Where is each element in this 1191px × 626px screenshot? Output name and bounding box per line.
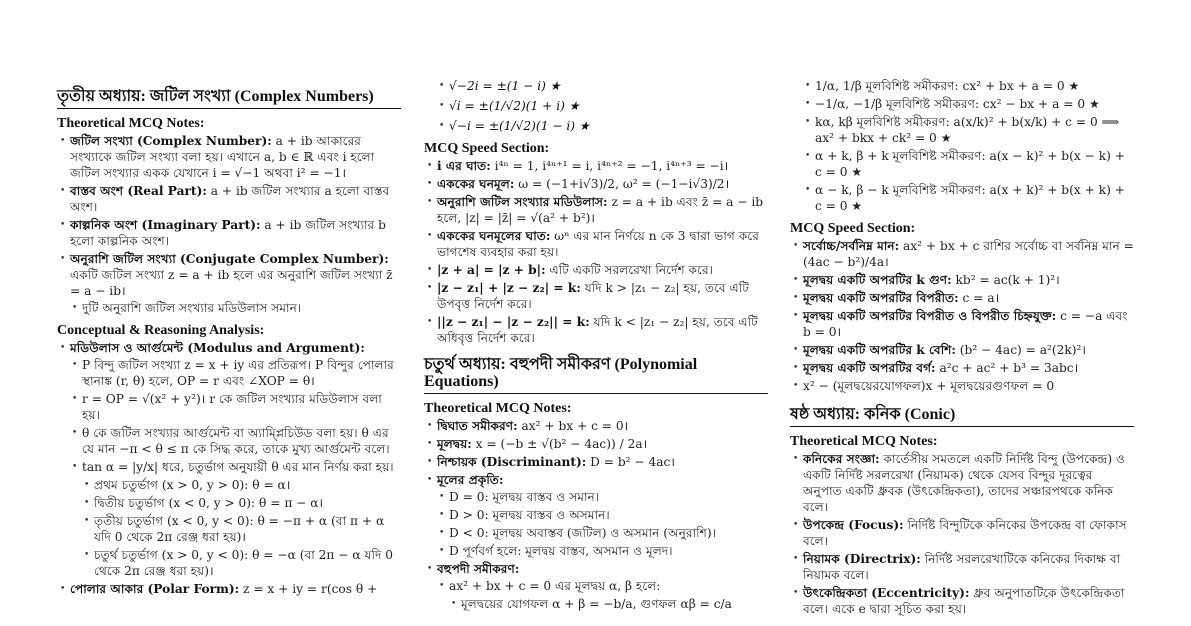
term-text: ω = (−1+i√3)/2, ω² = (−1−i√3)/2। — [518, 177, 730, 191]
term-text: z = x + iy = r(cos θ + — [243, 582, 378, 596]
term-label: অনুরাশি জটিল সংখ্যা (Conjugate Complex Number): — [70, 252, 389, 266]
term-text: যদি k > |z₁ − z₂| হয়, তবে এটি উপবৃত্ত নির্দেশ করে। — [437, 281, 749, 311]
term-text: ax² + bx + c রাশির সর্বোচ্চ বা সর্বনিম্ন মান = (4ac − b²)/4a। — [803, 239, 1134, 269]
list-item — [790, 290, 1134, 306]
term-label: মূলদ্বয় একটি অপরটির বর্গ: — [803, 361, 936, 375]
sub-list — [57, 357, 401, 475]
quadrant-text: চতুর্থ চতুর্ভাগ (x > 0, y < 0): θ = −α (বা 2π − α যদি 0 থেকে 2π রেঞ্জ ধরা হয়)। — [94, 548, 394, 578]
quadrant-item — [81, 547, 401, 579]
quadrant-list — [57, 477, 401, 579]
list-item — [424, 454, 768, 470]
root-formula-list — [424, 78, 768, 134]
term-label: i এর ঘাত: — [437, 159, 491, 173]
list-item — [790, 360, 1134, 376]
term-text: a + ib জটিল সংখ্যার a হলো বাস্তব অংশ। — [70, 184, 390, 214]
sub-item-text: r = OP = √(x² + y²)। r কে জটিল সংখ্যার মডিউলাস বলা হয়। — [82, 392, 382, 422]
term-label: মূলদ্বয় একটি অপরটির বিপরীত: — [803, 291, 959, 305]
formula-item — [436, 78, 768, 94]
sub-item-text: দুটি অনুরাশি জটিল সংখ্যার মডিউলাস সমান। — [82, 301, 302, 315]
term-text: a²c + ac² + b³ = 3abc। — [939, 361, 1079, 375]
sub-list-item — [436, 507, 768, 523]
term-text: z = a + ib এবং z̄ = a − ib হলে, |z| = |z̄| = √(a² + b²)। — [437, 195, 764, 225]
list-item — [424, 314, 768, 346]
formula-text: α + k, β + k মূলবিশিষ্ট সমীকরণ: a(x − k)² + b(x − k) + c = 0 ★ — [815, 149, 1125, 179]
list-item — [790, 308, 1134, 340]
formula-item — [802, 96, 1134, 112]
term-label: এককের ঘনমূলের ঘাত: — [437, 229, 551, 243]
sub-list-item — [69, 357, 401, 389]
chapter-title-polynomial: চতুর্থ অধ্যায়: বহুপদী সমীকরণ (Polynomial Equations) — [424, 356, 768, 394]
term-label: নিয়ামক (Directrix): — [803, 552, 921, 566]
sub-item-text: P বিন্দু জটিল সংখ্যা z = x + iy এর প্রতিরূপ। P বিন্দুর পোলার স্থানাঙ্ক (r, θ) হলে, OP = r এবং ∠XOP = θ। — [82, 358, 394, 388]
formula-text: √i = ±(1/√2)(1 + i) ★ — [449, 99, 580, 113]
list-item — [790, 585, 1134, 617]
term-label: উপকেন্দ্র (Focus): — [803, 518, 904, 532]
term-text: x = (−b ± √(b² − 4ac)) / 2a। — [475, 437, 648, 451]
sub-item-text: ax² + bx + c = 0 এর মূলদ্বয় α, β হলে: — [449, 579, 661, 593]
sub-item-text: D < 0: মূলদ্বয় অবাস্তব (জটিল) ও অসমান (অনুরাশি)। — [449, 526, 716, 540]
term-label: মূলদ্বয় একটি অপরটির k গুণ: — [803, 273, 952, 287]
formula-text: √−i = ±(1/√2)(1 − i) ★ — [449, 119, 590, 133]
section-heading-conceptual: Conceptual & Reasoning Analysis: — [57, 323, 265, 338]
sub-list-item — [69, 391, 401, 423]
list-item — [57, 133, 401, 181]
list-item — [790, 378, 1134, 394]
term-label: এককের ঘনমূল: — [437, 177, 515, 191]
theoretical-notes-list — [424, 418, 768, 612]
list-item — [790, 342, 1134, 358]
formula-item — [802, 148, 1134, 180]
sub-list-item — [69, 300, 401, 316]
list-item — [424, 436, 768, 452]
quadrant-text: তৃতীয় চতুর্ভাগ (x < 0, y < 0): θ = −π + α (বা π + α যদি 0 থেকে 2π রেঞ্জ ধরা হয়)। — [94, 514, 385, 544]
section-heading-theoretical: Theoretical MCQ Notes: — [424, 401, 572, 416]
term-text: একটি জটিল সংখ্যা z = a + ib হলে এর অনুরাশি জটিল সংখ্যা z̄ = a − ib। — [70, 268, 393, 298]
term-text: i⁴ⁿ = 1, i⁴ⁿ⁺¹ = i, i⁴ⁿ⁺² = −1, i⁴ⁿ⁺³ = −i। — [494, 159, 729, 173]
speed-list — [424, 158, 768, 346]
sub-list-item — [436, 525, 768, 541]
term-text: ax² + bx + c = 0। — [521, 419, 629, 433]
term-label: বাস্তব অংশ (Real Part): — [70, 184, 207, 198]
conceptual-list — [57, 340, 401, 597]
sub-list-item — [436, 578, 768, 594]
chapter-title-complex-numbers: তৃতীয় অধ্যায়: জটিল সংখ্যা (Complex Numbers) — [57, 88, 401, 109]
quadrant-item — [81, 513, 401, 545]
list-item — [424, 194, 768, 226]
term-label: মূলদ্বয় একটি অপরটির বিপরীত ও বিপরীত চিহ্নযুক্ত: — [803, 309, 1057, 323]
list-item — [57, 251, 401, 316]
sub-list-item — [69, 459, 401, 475]
term-text: c = −a এবং b = 0। — [803, 309, 1128, 339]
list-item — [57, 340, 401, 579]
term-label: |z − z₁| + |z − z₂| = k: — [437, 281, 581, 295]
term-text: ωⁿ এর মান নির্ণয়ে n কে 3 দ্বারা ভাগ করে ভাগশেষ ব্যবহার করা হয়। — [437, 229, 759, 259]
formula-item — [802, 182, 1134, 214]
sub-item-text: D = 0: মূলদ্বয় বাস্তব ও সমান। — [449, 490, 600, 504]
term-label: কাল্পনিক অংশ (Imaginary Part): — [70, 218, 261, 232]
term-label: জটিল সংখ্যা (Complex Number): — [70, 134, 272, 148]
column-1 — [57, 88, 401, 599]
sub-list-item — [436, 543, 768, 559]
list-item — [790, 451, 1134, 515]
term-label: মূলদ্বয়: — [437, 437, 472, 451]
sub-item-text: D > 0: মূলদ্বয় বাস্তব ও অসমান। — [449, 508, 610, 522]
theoretical-notes-list — [790, 451, 1134, 617]
sub-list-item — [69, 425, 401, 457]
formula-text: −1/α, −1/β মূলবিশিষ্ট সমীকরণ: cx² − bx + a = 0 ★ — [815, 97, 1100, 111]
term-text: কার্তেসীয় সমতলে একটি নির্দিষ্ট বিন্দু (উপকেন্দ্র) ও একটি নির্দিষ্ট সরলরেখা (নিয়ামক) থেকে যেসব বিন্দুর দূরত্বের অনুপাত একটি ধ্রুবক (উৎকেন্দ্রিকতা), তাদের সঞ্চারপথকে কনিক বলে। — [803, 452, 1125, 514]
term-label: দ্বিঘাত সমীকরণ: — [437, 419, 518, 433]
quadrant-text: দ্বিতীয় চতুর্ভাগ (x < 0, y > 0): θ = π − α। — [94, 496, 324, 510]
term-label: কনিকের সংজ্ঞা: — [803, 452, 880, 466]
term-text: x² − (মূলদ্বয়েরযোগফল)x + মূলদ্বয়েরগুণফল = 0 — [803, 379, 1055, 393]
list-item — [424, 418, 768, 434]
list-item — [790, 517, 1134, 549]
formula-item — [436, 98, 768, 114]
chapter-title-conic: ষষ্ঠ অধ্যায়: কনিক (Conic) — [790, 406, 1134, 427]
list-item — [790, 272, 1134, 288]
term-label: উৎকেন্দ্রিকতা (Eccentricity): — [803, 586, 970, 600]
formula-item — [436, 118, 768, 134]
term-label: পোলার আকার (Polar Form): — [70, 582, 240, 596]
term-label: মূলের প্রকৃতি: — [437, 473, 504, 487]
quadrant-item — [81, 495, 401, 511]
list-item — [57, 581, 401, 597]
theoretical-notes-list — [57, 133, 401, 316]
term-text: নির্দিষ্ট সরলরেখাটিকে কনিকের দিকাক্ষ বা নিয়ামক বলে। — [803, 552, 1121, 582]
term-text: (b² − 4ac) = a²(2k)²। — [959, 343, 1087, 357]
list-item — [424, 262, 768, 278]
section-heading-theoretical: Theoretical MCQ Notes: — [57, 116, 205, 131]
term-text: a + ib আকারের সংখ্যাকে জটিল সংখ্যা বলা হয়। এখানে a, b ∈ ℝ এবং i হলো জটিল সংখ্যার একক যেখানে i = √−1 অথবা i² = −1। — [70, 134, 375, 180]
sub-list — [424, 578, 768, 612]
sub-item-text: মূলদ্বয়ের যোগফল α + β = −b/a, গুণফল αβ = c/a — [461, 597, 732, 611]
term-label: |z + a| = |z + b|: — [437, 263, 546, 277]
formula-text: 1/α, 1/β মূলবিশিষ্ট সমীকরণ: cx² + bx + a = 0 ★ — [815, 79, 1080, 93]
term-label: মডিউলাস ও আর্গুমেন্ট (Modulus and Argument): — [70, 341, 365, 355]
term-label: মূলদ্বয় একটি অপরটির k বেশি: — [803, 343, 956, 357]
formula-text: √−2i = ±(1 − i) ★ — [449, 79, 561, 93]
term-text: ধ্রুব অনুপাতটিকে উৎকেন্দ্রিকতা বলে। একে e দ্বারা সূচিত করা হয়। — [803, 586, 1125, 616]
list-item — [424, 472, 768, 559]
formula-item — [802, 114, 1134, 146]
term-text: নির্দিষ্ট বিন্দুটিকে কনিকের উপকেন্দ্র বা ফোকাস বলে। — [803, 518, 1127, 548]
term-text: যদি k < |z₁ − z₂| হয়, তবে এটি অধিবৃত্ত নির্দেশ করে। — [437, 315, 758, 345]
list-item — [424, 158, 768, 174]
column-3 — [790, 78, 1134, 619]
list-item — [57, 217, 401, 249]
formula-item — [802, 78, 1134, 94]
formula-text: kα, kβ মূলবিশিষ্ট সমীকরণ: a(x/k)² + b(x/k) + c = 0 ⟹ ax² + bkx + ck² = 0 ★ — [815, 115, 1120, 145]
list-item — [790, 238, 1134, 270]
list-item — [790, 551, 1134, 583]
list-item — [424, 280, 768, 312]
term-text: এটি একটি সরলরেখা নির্দেশ করে। — [549, 263, 714, 277]
section-heading-speed: MCQ Speed Section: — [790, 221, 916, 236]
section-heading-speed: MCQ Speed Section: — [424, 141, 550, 156]
term-text: kb² = ac(k + 1)²। — [955, 273, 1060, 287]
sub-list-item — [436, 489, 768, 505]
list-item — [57, 183, 401, 215]
sub-item-text: θ কে জটিল সংখ্যার আর্গুমেন্ট বা অ্যাম্প্লিচিউড বলা হয়। θ এর যে মান −π < θ ≤ π কে সিদ্ধ করে, তাকে মুখ্য আর্গুমেন্ট বলে। — [82, 426, 390, 456]
sub-item-text: D পূর্ণবর্গ হলে: মূলদ্বয় বাস্তব, অসমান ও মূলদ। — [449, 544, 673, 558]
speed-list — [790, 238, 1134, 394]
term-label: বহুপদী সমীকরণ: — [437, 562, 520, 576]
term-text: c = a। — [962, 291, 1000, 305]
list-item — [424, 228, 768, 260]
list-item — [424, 561, 768, 612]
quadrant-item — [81, 477, 401, 493]
transformed-roots-list — [790, 78, 1134, 214]
term-label: নিশ্চায়ক (Discriminant): — [437, 455, 587, 469]
sub-list — [424, 489, 768, 559]
sub-item-text: tan α = |y/x| ধরে, চতুর্ভাগ অনুযায়ী θ এর মান নির্ণয় করা হয়। — [82, 460, 394, 474]
quadrant-text: প্রথম চতুর্ভাগ (x > 0, y > 0): θ = α। — [94, 478, 291, 492]
list-item — [424, 176, 768, 192]
column-2 — [424, 78, 768, 614]
formula-text: α − k, β − k মূলবিশিষ্ট সমীকরণ: a(x + k)² + b(x + k) + c = 0 ★ — [815, 183, 1125, 213]
term-label: অনুরাশি জটিল সংখ্যার মডিউলাস: — [437, 195, 608, 209]
sub-list-item — [448, 596, 768, 612]
term-text: a + ib জটিল সংখ্যার b হলো কাল্পনিক অংশ। — [70, 218, 386, 248]
term-text: D = b² − 4ac। — [590, 455, 675, 469]
sub-list — [57, 300, 401, 316]
section-heading-theoretical: Theoretical MCQ Notes: — [790, 434, 938, 449]
term-label: ||z − z₁| − |z − z₂|| = k: — [437, 315, 590, 329]
term-label: সর্বোচ্চ/সর্বনিম্ন মান: — [803, 239, 900, 253]
